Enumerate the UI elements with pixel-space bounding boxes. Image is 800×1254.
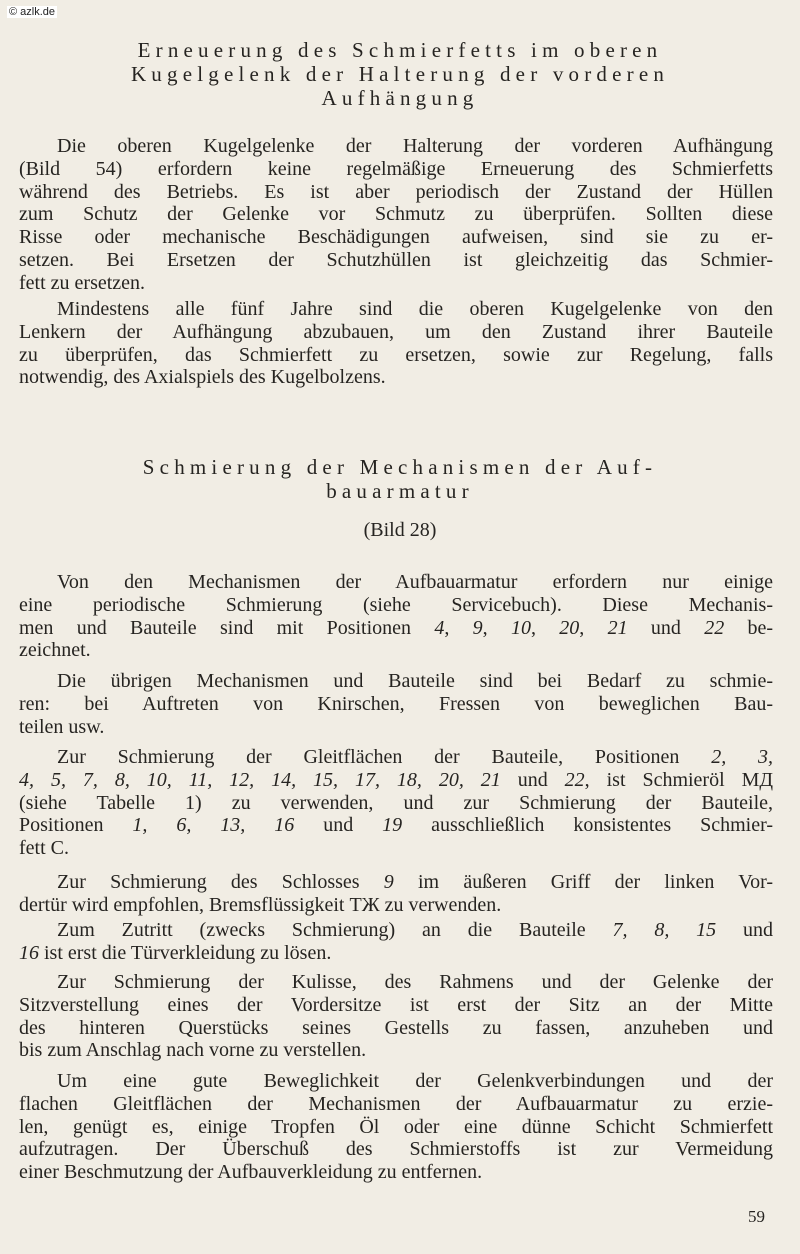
text-line: Lenkern der Aufhängung abzubauen, um den Zustand ihrer Bauteile — [19, 320, 773, 343]
text-line: Risse oder mechanische Beschädigungen aufweisen, sind sie zu er- — [19, 226, 773, 249]
heading-line: bauarmatur — [326, 479, 474, 503]
text-line: fett C. — [19, 837, 69, 860]
text-line: bis zum Anschlag nach vorne zu verstellen. — [19, 1039, 367, 1062]
text-line: Die oberen Kugelgelenke der Halterung der vorderen Aufhängung — [57, 135, 773, 157]
paragraph-ball-joint-inspection — [19, 135, 773, 295]
text-line: ren: bei Auftreten von Knirschen, Fressen von beweglichen Bau- — [19, 692, 773, 715]
text-line: Zur Schmierung der Kulisse, des Rahmens und der Gelenke der — [57, 971, 773, 993]
section-heading-body-mechanism-lubrication — [40, 455, 760, 503]
text-line: Zum Zutritt (zwecks Schmierung) an die Bauteile 7, 8, 15 und — [57, 919, 774, 941]
text-line: des hinteren Querstücks seines Gestells zu fassen, anzuheben und — [19, 1016, 773, 1039]
text-line: fett zu ersetzen. — [19, 271, 146, 294]
text-line: zum Schutz der Gelenke vor Schmutz zu überprüfen. Sollten diese — [19, 203, 773, 226]
text-line: teilen usw. — [19, 715, 105, 738]
paragraph-as-needed-lubrication — [19, 670, 773, 738]
text-line: Zur Schmierung des Schlosses 9 im äußeren Griff der linken Vor- — [57, 871, 773, 893]
text-line: Zur Schmierung der Gleitflächen der Bauteile, Positionen 2, 3, — [57, 746, 773, 768]
text-line: aufzutragen. Der Überschuß des Schmierstoffs ist zur Vermeidung — [19, 1138, 773, 1161]
heading-line: Erneuerung des Schmierfetts im oberen — [137, 38, 663, 62]
text-line: Die übrigen Mechanismen und Bauteile sind bei Bedarf zu schmie- — [57, 670, 773, 692]
heading-line: Schmierung der Mechanismen der Auf- — [142, 455, 658, 479]
text-line: Mindestens alle fünf Jahre sind die oberen Kugelgelenke von den — [57, 298, 773, 320]
text-line: zeichnet. — [19, 639, 91, 662]
text-line: (siehe Tabelle 1) zu verwenden, und zur Schmierung der Bauteile, — [19, 791, 773, 814]
page-number: 59 — [748, 1207, 765, 1226]
paragraph-periodic-lubrication — [19, 571, 773, 662]
text-line: Sitzverstellung eines der Vordersitze ist erst der Sitz an der Mitte — [19, 993, 773, 1016]
text-line: dertür wird empfohlen, Bremsflüssigkeit ТЖ zu verwenden. — [19, 893, 502, 916]
heading-line: Kugelgelenk der Halterung der vorderen — [130, 62, 670, 86]
text-line: men und Bauteile sind mit Positionen 4, 9, 10, 20, 21 und 22 be- — [19, 616, 774, 639]
text-line: Um eine gute Beweglichkeit der Gelenkverbindungen und der — [57, 1070, 773, 1092]
figure-reference: (Bild 28) — [363, 519, 437, 541]
text-line: setzen. Bei Ersetzen der Schutzhüllen ist gleichzeitig das Schmier- — [19, 248, 773, 271]
text-line: eine periodische Schmierung (siehe Servicebuch). Diese Mechanis- — [19, 593, 773, 616]
paragraph-door-trim-access — [19, 919, 773, 965]
paragraph-lubricant-types — [19, 746, 773, 860]
text-line: len, genügt es, einige Tropfen Öl oder eine dünne Schicht Schmierfett — [19, 1115, 773, 1138]
text-line: notwendig, des Axialspiels des Kugelbolzens. — [19, 366, 386, 389]
paragraph-seat-adjustment — [19, 971, 773, 1062]
text-line: zu überprüfen, das Schmierfett zu ersetzen, sowie zur Regelung, falls — [19, 343, 773, 366]
text-line: 4, 5, 7, 8, 10, 11, 12, 14, 15, 17, 18, 20, 21 und 22, ist Schmieröl МД — [19, 768, 774, 791]
text-line: einer Beschmutzung der Aufbauverkleidung zu entfernen. — [19, 1161, 483, 1184]
paragraph-lock-lubrication — [19, 871, 773, 917]
paragraph-joint-mobility — [19, 1070, 773, 1184]
watermark: © azlk.de — [9, 6, 56, 18]
text-line: 16 ist erst die Türverkleidung zu lösen. — [19, 941, 332, 964]
section-heading-grease-renewal — [40, 38, 760, 110]
text-line: während des Betriebs. Es ist aber periodisch der Zustand der Hüllen — [19, 180, 773, 203]
paragraph-five-year-service — [19, 298, 773, 389]
text-line: Positionen 1, 6, 13, 16 und 19 ausschließlich konsistentes Schmier- — [19, 814, 774, 837]
text-line: flachen Gleitflächen der Mechanismen der Aufbauarmatur zu erzie- — [19, 1092, 773, 1115]
text-line: (Bild 54) erfordern keine regelmäßige Erneuerung des Schmierfetts — [19, 157, 773, 180]
text-line: Von den Mechanismen der Aufbauarmatur erfordern nur einige — [57, 571, 773, 593]
heading-line: Aufhängung — [321, 86, 479, 110]
